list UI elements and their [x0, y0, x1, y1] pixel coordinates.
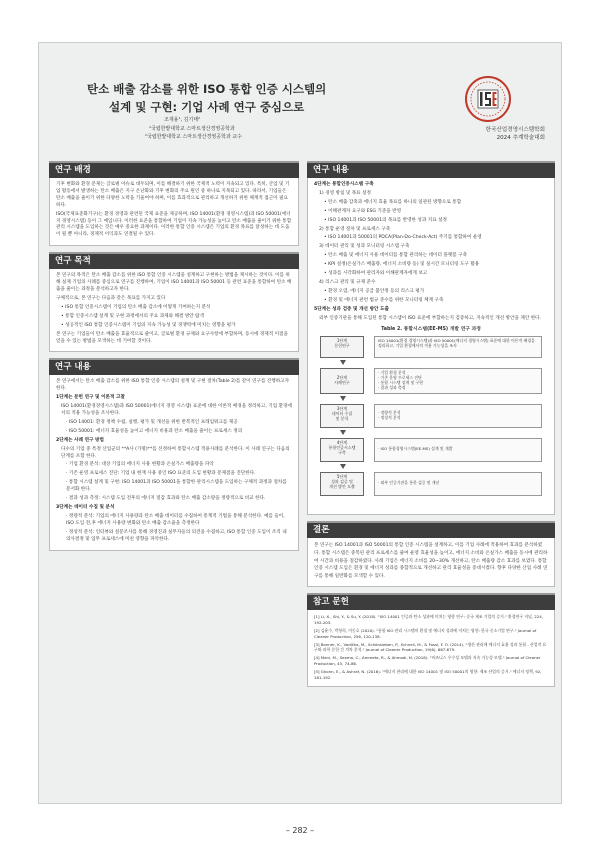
- down-arrow-icon: [340, 396, 346, 401]
- section-heading-purpose: 연구 목적: [49, 252, 299, 269]
- table-title: Table 2. 통합시스템(EE-MS) 개발 연구 과정: [381, 326, 481, 332]
- content-intro: 본 연구에서는 탄소 배출 감소를 위한 ISO 통합 인증 시스템의 설계 및 구현 절차(Table 2)를 같이 연구를 진행하고자 한다.: [56, 379, 290, 392]
- purpose-bullet-2: • 통합 인증시스템 설계 및 구현 과정에서의 주요 과제와 해결 방안 탐색: [61, 313, 205, 319]
- section-body-content-right: [307, 178, 555, 515]
- affiliation-2: ²국립한밭대학교 스마트생산경영공학과 교수: [145, 134, 242, 140]
- right-column: [307, 155, 555, 687]
- section-heading-content-left: 연구 내용: [49, 358, 299, 375]
- stage-2-item-c: · 통합 시스템 설계 및 구현: ISO 14001과 ISO 50001을 통합한 관리시스템을 도입하는 구체적 과정과 절차를 문서화 한다.: [66, 480, 287, 493]
- stage-4-item-4a: • 환경 오염, 에너지 공급 불안정 등의 리스크 평가: [324, 288, 425, 294]
- step-description: · 외부 인증기관을 통한 검증 및 개선: [374, 472, 542, 496]
- stage-2-text: 다수의 기업 중 특정 산업군의 **A사 (가명)**를 선정하여 통합시스템 적용사례를 분석한다. 이 사례 연구는 다음의 단계를 포함 한다.: [61, 446, 290, 459]
- step-label: 1단계 문헌연구: [320, 336, 364, 358]
- poster-header: [39, 43, 561, 143]
- process-diagram: [320, 336, 542, 506]
- purpose-paragraph-3: 본 연구는 기업들이 탄소 배출을 효율적으로 줄이고, 글로벌 환경 규제와 요구사항에 부합하며, 동시에 경제적 이점을 얻을 수 있는 방법을 모색하는 데 기여할 것이다.: [56, 331, 288, 344]
- reference-item: [5] Ghonn, E., & Ashraf, N. (2016). "에너지 관리에 대한 ISO 14001 및 ISO 50001의 영향: 제조 산업의 증거." 에너지 정책, 92, 181-192.: [314, 668, 542, 680]
- stage-5-text: 외부 인증기관을 통해 도입된 통합 시스템이 ISO 표준에 부합하는지 검증하고, 지속적인 개선 방안을 제안 한다.: [319, 315, 542, 321]
- section-heading-conclusion: 결론: [307, 521, 555, 538]
- step-description: · ISO 통합경영시스템(EE-MS) 설계 및 개발: [374, 438, 542, 462]
- conference-name: 한국산업경영시스템학회: [485, 127, 545, 133]
- authors: 조재용¹, 김기태²: [164, 117, 201, 123]
- section-heading-references: 참고 문헌: [307, 593, 555, 610]
- purpose-bullet-3: • 성공적인 ISO 통합 인증시스템이 기업의 지속 가능성 및 경쟁력에 미치는 영향을 평가: [61, 322, 236, 328]
- left-column: [49, 155, 299, 551]
- conclusion-paragraph: 본 연구는 ISO 14001과 ISO 50001의 통합 인증 시스템을 설계하고, 이를 기업 사례에 적용하여 효과를 분석하였다. 통합 시스템은 중복된 관리 프로세스를 줄여 운영 효율성을 높이고, 에너지 소비와 온실가스 배출을 동시에 관리하여 시간과 비용을 절감하였다. 사례 기업은 에너지 소비를 20~30% 개선하고, 탄소 배출량 감소 효과를 보였다. 통합 인증 시스템 도입은 환경 및 에너지 성과를 종합적으로 개선하고 관리 효율성을 증대시켰다. 향후 다양한 산업 사례 연구를 통해 일반화를 모색할 수 있다.: [314, 543, 548, 579]
- title-line-1: 탄소 배출 감소를 위한 ISO 통합 인증 시스템의: [87, 82, 327, 96]
- step-description: ISO 14001(환경 경영시스템)과 ISO 50001(에너지 경영시스템) 표준에 대한 이론적 배경을 정리하고, 기업 환경에서의 적용 가능성을 조사: [374, 336, 542, 358]
- purpose-paragraph-1: 본 연구의 목적은 탄소 배출 감소를 위한 ISO 통합 인증 시스템을 설계하고 구현하는 방법을 제시하는 것이다. 이를 위해 실제 기업의 사례를 중심으로 연구를 진행하여, 기업이 ISO 14001과 ISO 50001 등 관련 표준을 통합하여 탄소 배출을 줄이는 과정을 분석하고자 한다.: [56, 273, 292, 293]
- stage-1-text: ISO 14001(환경경영시스템)과 ISO 50001(에너지 경영 시스템) 표준에 대한 이론적 배경을 정리하고, 기업 환경에서의 적용 가능성을 조사한다.: [61, 404, 292, 417]
- down-arrow-icon: [340, 360, 346, 365]
- purpose-paragraph-2: 구체적으로, 본 연구는 다음과 같은 목표를 가지고 있다: [56, 295, 166, 301]
- step-label: 5단계 성과 검증 및 개선 방안 도출: [320, 472, 364, 496]
- stage-4-item-2: 2) 통합 운영 절차 및 프로세스 구축: [319, 226, 391, 232]
- step-description: · 정량적 분석 · 정성적 분석: [374, 404, 542, 428]
- reference-item: [1] Li, X., Shi, Y., & Su, Y. (2018). "ISO 14001 인증과 탄소 성과에 미치는 영향 연구: 중국 제조 기업의 증거." 환경연구 저널, 224, 192-203.: [314, 614, 543, 626]
- stage-2-title: 2단계는 사례 연구 방법: [56, 437, 104, 443]
- step-label: 4단계 통합인증시스템 구축: [320, 438, 364, 462]
- stage-4-item-1: 1) 경영 방침 및 목표 설정: [319, 190, 371, 196]
- stage-4-item-4b: • 환경 및 에너지 관련 법규 준수를 위한 모니터링 체계 구축: [324, 297, 444, 303]
- title-line-2: 설계 및 구현: 기업 사례 연구 중심으로: [109, 100, 305, 114]
- stage-3-title: 3단계는 데이터 수집 및 분석: [56, 505, 115, 510]
- stage-1-item-b: · ISO 50001: 에너지 효율성을 높이고 에너지 비용과 탄소 배출을 줄이는 프로세스 정의: [66, 428, 243, 434]
- stage-3-item-b: · 정성적 분석: 인터뷰와 설문조사를 통해 경영진과 실무자들의 의견을 수집하고, ISO 통합 인증 도입이 조직 내 의사결정 및 업무 프로세스에 미친 영향을 파악한다.: [66, 529, 287, 542]
- stage-4-item-4: 4) 리스크 관리 및 규제 준수: [319, 279, 376, 285]
- section-body-references: [307, 610, 555, 687]
- conference-year: 2024 추계학술대회: [496, 135, 545, 141]
- stage-4-title: 4단계는 통합인증시스템 구축: [314, 182, 374, 187]
- stage-5-title: 5단계는 성과 검증 및 개선 방안 도출: [314, 306, 389, 312]
- stage-4-item-3: 3) 데이터 관리 및 성과 모니터링 시스템 구축: [319, 244, 410, 250]
- background-paragraph-2: ISO(국제표준화기구)는 환경 경영과 관련된 국제 표준을 제공하며, ISO 14001(환경 경영시스템)과 ISO 50001(에너지 경영시스템) 등이 그 예입니다. 이러한 표준을 통합하여 기업이 지속 가능성을 높이고 탄소 배출을 줄이기 위한 통합 관리 시스템을 도입하는 것은 매우 중요한 과제이다. 이러한 통합 인증 시스템은 기업의 환경 목표를 달성하는 데 도움이 될 뿐 아니라, 경제적 이익과도 연결될 수 있다.: [56, 211, 292, 238]
- down-arrow-icon: [340, 464, 346, 469]
- reference-item: [4] Mani, M., Seema, C., Amreeta, R., & Ahmadi, N. (2018). "비즈니스 우수성 모델과 지속 가능성 모델." Journal of Cleaner Production, 45, 74-86.: [314, 655, 541, 666]
- conference-logo-icon: [464, 75, 512, 123]
- stage-3-item-a: · 정량적 분석: 기업의 에너지 사용량과 탄소 배출 데이터를 수집하여 통계적 기법을 통해 분석한다. 예를 들어, ISO 도입 전,후 에너지 사용량 변화와 탄소 배출 감소율을 측정한다: [66, 513, 285, 526]
- stage-4-item-3b: • KPI 설정(온실가스 배출량, 에너지 소비량 등) 및 실시간 모니터링 도구 활용: [324, 262, 480, 268]
- down-arrow-icon: [340, 430, 346, 435]
- stage-2-item-b: · 기존 운영 프로세스 진단: 기업 내 현재 사용 중인 ISO 표준의 도입 현황과 문제점을 진단한다.: [66, 471, 256, 477]
- page-number: – 282 –: [285, 826, 315, 835]
- step-label: 3단계 데이터 수집 및 분석: [320, 404, 364, 428]
- stage-1-title: 1단계는 문헌 연구 및 이론적 고찰: [56, 395, 125, 401]
- section-heading-background: 연구 배경: [49, 161, 299, 178]
- stage-4-item-1a: • 탄소 배출 감축과 에너지 효율 목표를 하나의 일관된 방향으로 통합: [324, 199, 462, 205]
- section-body-conclusion: [307, 538, 555, 587]
- stage-4-item-3c: • 성과를 시각화하여 관리자와 이해관계자에게 보고: [324, 271, 428, 277]
- affiliation-1: ¹국립한밭대학교 스마트생산경영공학과: [149, 126, 235, 132]
- background-paragraph-1: 기후 변화와 환경 문제는 글로벌 이슈로 대두되며, 이를 해결하기 위한 국제적 노력이 지속되고 있다. 특히, 산업 및 기업 활동에서 발생하는 탄소 배출은 지구 온난화와 기후 변화의 주요 원인 중 하나로 지목되고 있다. 따라서, 기업들은 탄소 배출을 줄이기 위한 다양한 노력을 기울여야 하며, 이를 효과적으로 관리하고 개선하기 위한 체계적 접근이 필요하다.: [56, 182, 290, 208]
- section-heading-content-right: 연구 내용: [307, 161, 555, 178]
- purpose-bullet-1: • ISO 통합 인증시스템이 기업의 탄소 배출 감소에 어떻게 기여하는지 분석: [61, 304, 211, 310]
- step-label: 2단계 사례연구: [320, 368, 364, 394]
- stage-4-item-1b: • 이해관계자 요구와 ESG 기준을 반영: [324, 208, 402, 214]
- stage-4-item-2a: • ISO 14001과 50001의 PDCA(Plan-Do-Check-Act) 주기를 통합하여 운영: [324, 235, 482, 241]
- stage-2-item-a: · 기업 환경 분석: 대상 기업의 에너지 사용 현황과 온실가스 배출량을 파악: [66, 462, 214, 468]
- stage-1-item-a: · ISO 14001: 환경 정책 수립, 실행, 평가 및 개선을 위한 반복적인 프레임워크를 제공: [66, 419, 238, 425]
- stage-4-item-3a: • 탄소 배출 및 에너지 사용 데이터를 통합 관리하는 데이터 플랫폼 구축: [324, 253, 468, 259]
- poster: [38, 42, 562, 804]
- reference-item: [2] 김윤수, 박형희, 이동호 (2020). "통합 ISO 관리 시스템의 환경 및 에너지 성과에 미치는 영향: 한국 중소기업 연구." Journal of Cleaner Production, 256, 120-138.: [314, 627, 537, 639]
- section-body-purpose: [49, 269, 299, 352]
- stage-4-item-1c: • ISO 14001과 ISO 50001의 목표를 반영한 성과 지표 설정: [324, 217, 447, 223]
- reference-item: [3] Bonner, K., Vodička, M., Schönsleben, P., Schnell, M., & Fossl, F. O. (2014). "생산 관리에 에너지 효율 성과 통합 - 산업적 요구와 과학 문헌 간 격차 분석." Journal of Cleaner Production, 19(6), 667-679.: [314, 641, 547, 653]
- step-description: · 기업 환경 분석 · 기존 운영 프로세스 진단 · 통합 시스템 설계 및 구현 · 결과 성과 측정: [374, 368, 542, 394]
- stage-2-item-d: · 결과 성과 측정: 시스템 도입 전후의 에너지 절감 효과와 탄소 배출 감소량을 정량적으로 비교 한다.: [66, 496, 266, 502]
- section-body-content-left: [49, 375, 299, 550]
- section-body-background: [49, 178, 299, 246]
